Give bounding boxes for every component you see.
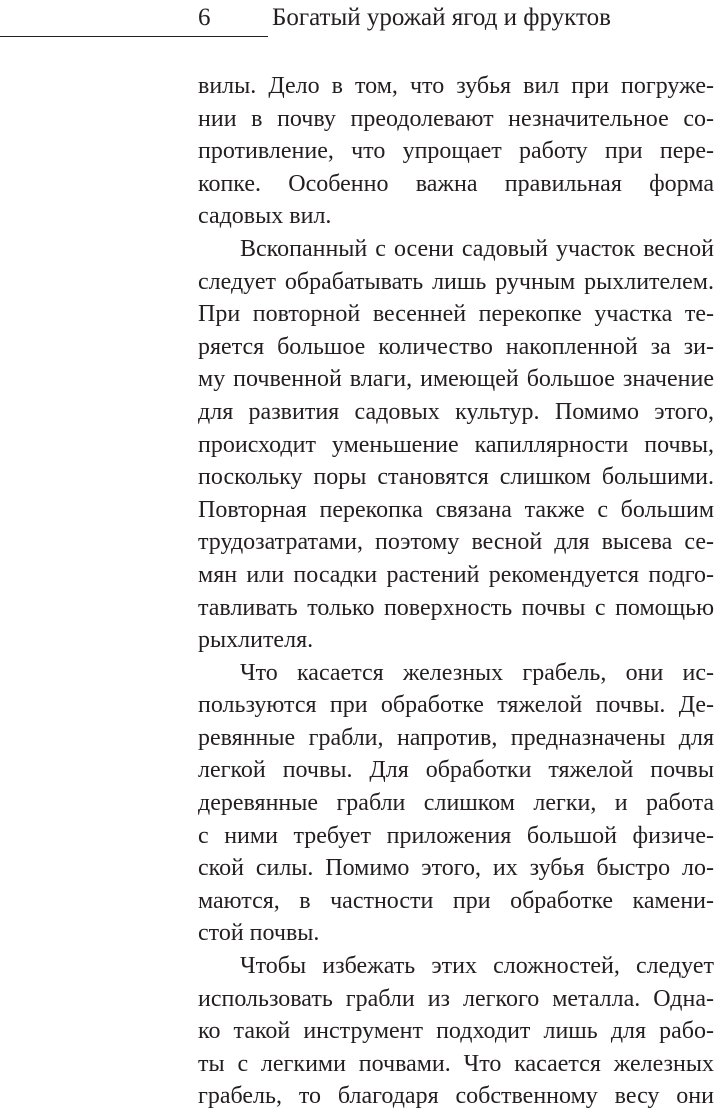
text-line: копке. Особенно важна правильная форма: [198, 170, 714, 197]
text-line: ты с легкими почвами. Что касается железных: [198, 1050, 714, 1077]
text-line: использовать грабли из легкого металла. Одна-: [198, 985, 714, 1012]
text-line: тавливать только поверхность почвы с помощью: [198, 594, 714, 621]
paragraph: [198, 233, 714, 657]
page-number: 6: [198, 4, 211, 31]
paragraph: [198, 950, 714, 1113]
text-line: для развития садовых культур. Помимо этого,: [198, 398, 714, 425]
text-line: с ними требует приложения большой физиче-: [198, 822, 714, 849]
text-line: му почвенной влаги, имеющей большое значение: [198, 366, 714, 393]
text-line: трудозатратами, поэтому весной для высева се-: [198, 529, 714, 556]
text-line: ко такой инструмент подходит лишь для рабо-: [198, 1018, 714, 1045]
text-line: маются, в частности при обработке камени-: [198, 887, 714, 914]
text-line: пользуются при обработке тяжелой почвы. Де-: [198, 692, 714, 719]
text-line: Чтобы избежать этих сложностей, следует: [240, 953, 714, 980]
text-line: Что касается железных грабель, они ис-: [240, 659, 714, 686]
text-line: деревянные грабли слишком легки, и работа: [198, 790, 714, 817]
paragraph: [198, 657, 714, 950]
running-head: Богатый урожай ягод и фруктов: [272, 4, 611, 31]
text-line: следует обрабатывать лишь ручным рыхлителем.: [198, 268, 714, 295]
text-line: садовых вил.: [198, 203, 332, 230]
text-line: грабель, то благодаря собственному весу они: [198, 1083, 714, 1110]
text-line: происходит уменьшение капиллярности почвы,: [198, 431, 714, 458]
text-line: мян или посадки растений рекомендуется подго-: [198, 561, 714, 588]
text-line: При повторной весенней перекопке участка те-: [198, 301, 714, 328]
text-line: легкой почвы. Для обработки тяжелой почвы: [198, 757, 714, 784]
text-line: рыхлителя.: [198, 627, 314, 654]
text-line: нии в почву преодолевают незначительное со-: [198, 105, 714, 132]
header-rule: [0, 36, 268, 37]
paragraph: [198, 70, 714, 233]
text-line: Повторная перекопка связана также с большим: [198, 496, 714, 523]
text-line: ревянные грабли, напротив, предназначены для: [198, 724, 714, 751]
text-line: ряется большое количество накопленной за зи-: [198, 333, 714, 360]
text-line: ской силы. Помимо этого, их зубья быстро ло-: [198, 855, 714, 882]
text-line: стой почвы.: [198, 920, 320, 947]
text-line: Вскопанный с осени садовый участок весной: [240, 235, 714, 262]
body-text: [198, 70, 714, 1113]
text-line: противление, что упрощает работу при пере-: [198, 138, 714, 165]
text-line: вилы. Дело в том, что зубья вил при погруже-: [198, 73, 714, 99]
text-line: поскольку поры становятся слишком большими.: [198, 464, 714, 491]
